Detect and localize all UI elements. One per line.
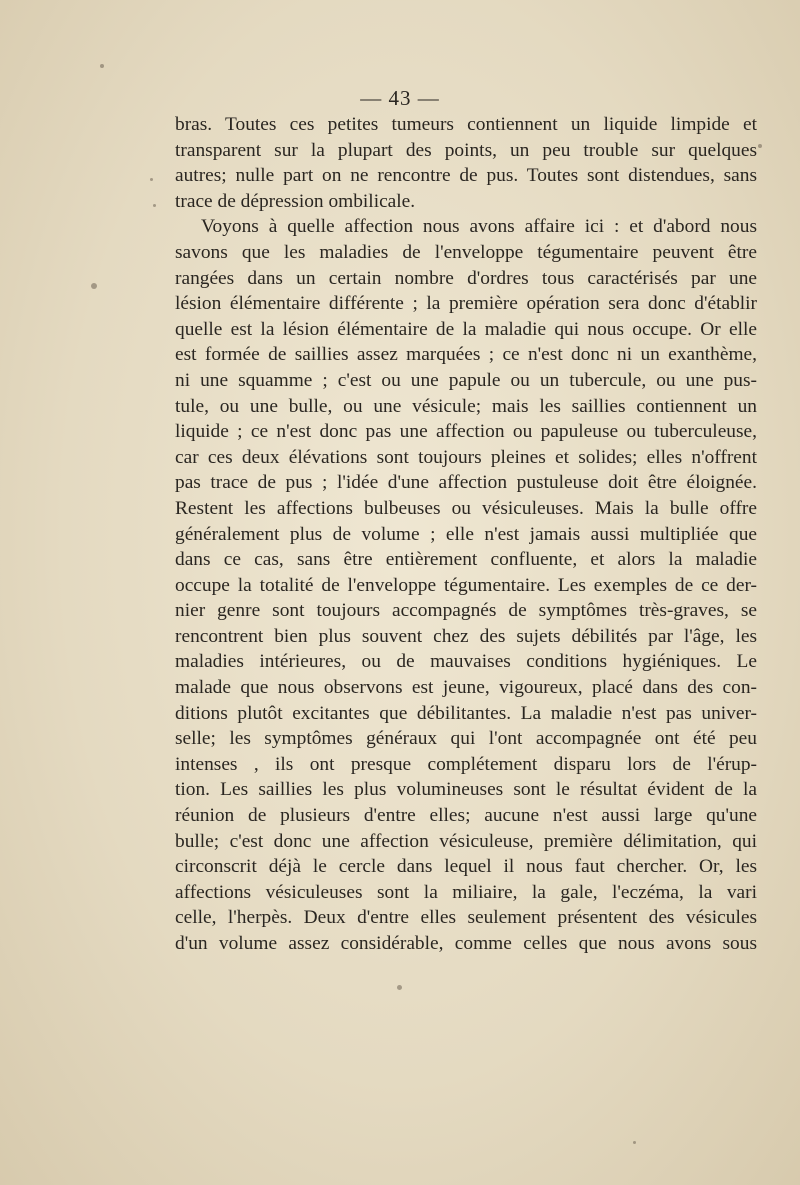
text-line: selle; les symptômes généraux qui l'ont accompagnée ont été peu — [175, 728, 757, 750]
paper-speck — [397, 985, 402, 990]
text-line: ditions plutôt excitantes que débilitantes. La maladie n'est pas univer- — [175, 702, 757, 724]
text-line: quelle est la lésion élémentaire de la maladie qui nous occupe. Or elle — [175, 318, 757, 340]
text-line: occupe la totalité de l'enveloppe tégumentaire. Les exemples de ce der- — [175, 574, 757, 596]
page-number: — 43 — — [360, 86, 440, 110]
text-line: Restent les affections bulbeuses ou vésiculeuses. Mais la bulle offre — [175, 497, 757, 519]
text-line: celle, l'herpès. Deux d'entre elles seulement présentent des vésicules — [175, 907, 757, 929]
text-line: tule, ou une bulle, ou une vésicule; mais les saillies contiennent un — [175, 395, 757, 417]
body-text — [175, 112, 757, 957]
text-line: intenses , ils ont presque complétement disparu lors de l'érup- — [175, 753, 757, 775]
paper-speck — [91, 283, 97, 289]
paper-speck — [633, 1141, 636, 1144]
text-line: dans ce cas, sans être entièrement confluente, et alors la maladie — [175, 549, 757, 571]
text-line: rangées dans un certain nombre d'ordres tous caractérisés par une — [175, 267, 757, 289]
paper-speck — [150, 178, 153, 181]
text-line: circonscrit déjà le cercle dans lequel il nous faut chercher. Or, les — [175, 856, 757, 878]
text-line: tion. Les saillies les plus volumineuses sont le résultat évident de la — [175, 779, 757, 801]
text-line: bulle; c'est donc une affection vésiculeuse, première délimitation, qui — [175, 830, 757, 852]
paper-speck — [100, 64, 104, 68]
text-line: malade que nous observons est jeune, vigoureux, placé dans des con- — [175, 677, 757, 699]
text-line: ni une squamme ; c'est ou une papule ou un tubercule, ou une pus- — [175, 369, 757, 391]
text-line: est formée de saillies assez marquées ; ce n'est donc ni un exanthème, — [175, 344, 757, 366]
text-line: réunion de plusieurs d'entre elles; aucune n'est aussi large qu'une — [175, 805, 757, 827]
text-line: pas trace de pus ; l'idée d'une affection pustuleuse doit être éloignée. — [175, 472, 757, 494]
text-line: lésion élémentaire différente ; la première opération sera donc d'établir — [175, 293, 757, 315]
text-line: trace de dépression ombilicale. — [175, 190, 416, 212]
text-line: affections vésiculeuses sont la miliaire, la gale, l'eczéma, la vari — [175, 881, 757, 903]
text-line: généralement plus de volume ; elle n'est jamais aussi multipliée que — [175, 523, 757, 545]
text-line: car ces deux élévations sont toujours pleines et solides; elles n'offrent — [175, 446, 757, 468]
text-line: nier genre sont toujours accompagnés de symptômes très-graves, se — [175, 600, 757, 622]
text-line: transparent sur la plupart des points, un peu trouble sur quelques — [175, 139, 757, 161]
text-line: liquide ; ce n'est donc pas une affection ou papuleuse ou tuberculeuse, — [175, 421, 757, 443]
text-line: rencontrent bien plus souvent chez des sujets débilités par l'âge, les — [175, 625, 757, 647]
text-line: bras. Toutes ces petites tumeurs contiennent un liquide limpide et — [175, 114, 757, 135]
text-line: maladies intérieures, ou de mauvaises conditions hygiéniques. Le — [175, 651, 757, 673]
text-line: d'un volume assez considérable, comme celles que nous avons sous — [175, 933, 757, 954]
paper-speck — [153, 204, 156, 207]
text-line: Voyons à quelle affection nous avons affaire ici : et d'abord nous — [201, 216, 757, 238]
text-line: savons que les maladies de l'enveloppe tégumentaire peuvent être — [175, 241, 757, 263]
paper-speck — [758, 144, 762, 148]
text-line: autres; nulle part on ne rencontre de pus. Toutes sont distendues, sans — [175, 165, 757, 187]
